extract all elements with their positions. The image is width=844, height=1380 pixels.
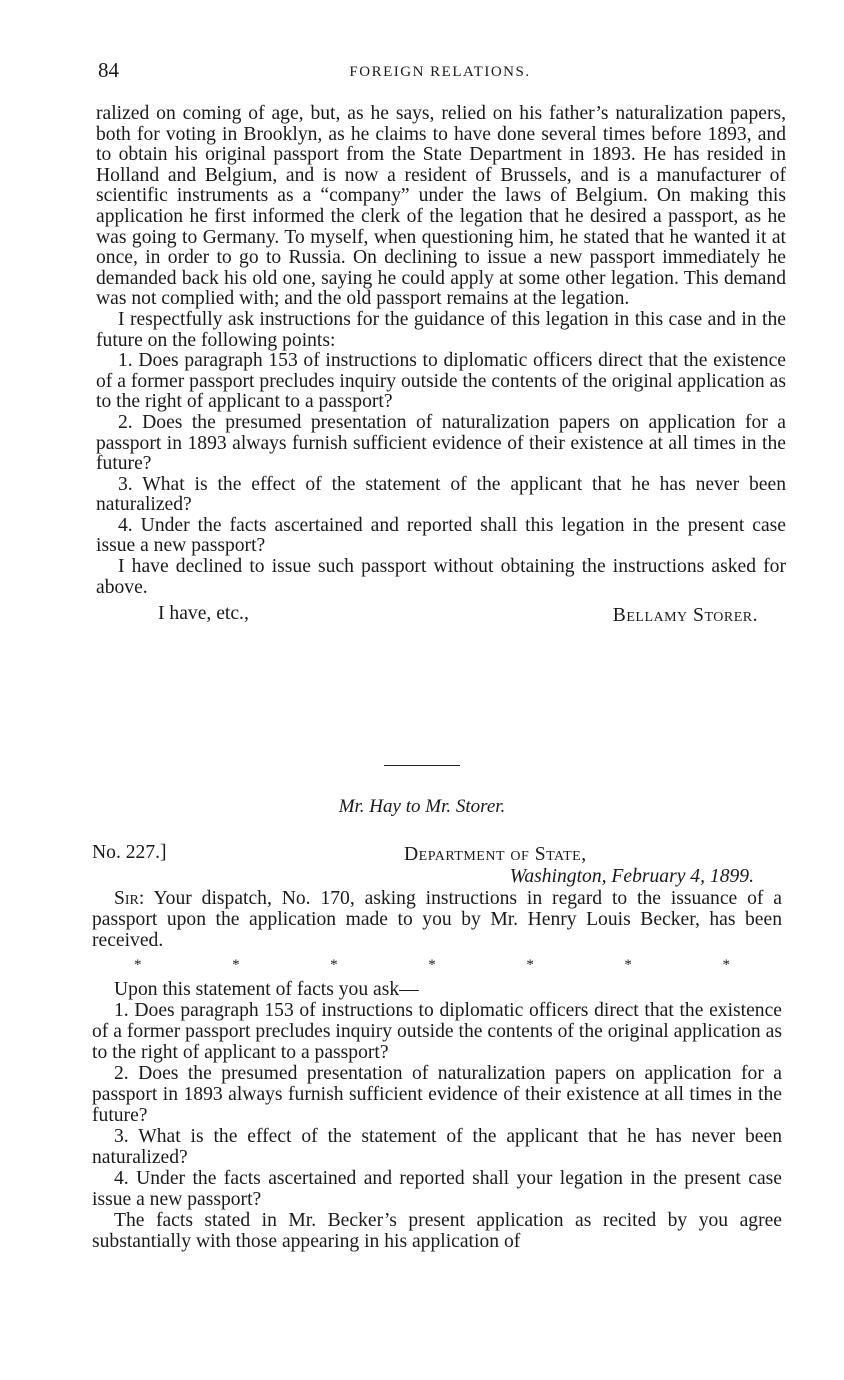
running-head: FOREIGN RELATIONS.: [349, 64, 531, 80]
question-1: 1. Does paragraph 153 of instructions to diplomatic officers direct that the existence of a former passport precludes inquiry outside the contents of the original application as to the right of applicant to a passport?: [96, 350, 786, 413]
asterisk: *: [232, 956, 240, 973]
section-title: Mr. Hay to Mr. Storer.: [338, 796, 506, 817]
question-2: 2. Does the presumed presentation of naturalization papers on application for a passport in 1893 always furnish sufficient evidence of their existence at all times in the future?: [96, 411, 786, 475]
asterisk: *: [624, 956, 632, 973]
page-header: [98, 58, 782, 88]
opening-paragraph: [92, 888, 782, 951]
asterisk: *: [722, 956, 730, 973]
document-number: No. 227.]: [92, 842, 167, 863]
asterisk: *: [428, 956, 436, 973]
question-4: 4. Under the facts ascertained and reported shall this legation in the present case issue a new passport?: [96, 514, 786, 557]
question-4: 4. Under the facts ascertained and reported shall your legation in the present case issue a new passport?: [92, 1168, 782, 1210]
asterisk: *: [134, 956, 142, 973]
dateline: Washington, February 4, 1899.: [509, 866, 754, 887]
paragraph-statement: Upon this statement of facts you ask—: [114, 979, 419, 1000]
paragraph-facts: The facts stated in Mr. Becker’s present application as recited by you agree substantially with those appearing in his application of: [92, 1210, 782, 1252]
question-1: 1. Does paragraph 153 of instructions to diplomatic officers direct that the existence of a former passport precludes inquiry outside the contents of the original application as to the right of applicant to a passport?: [92, 1000, 782, 1063]
page-number: 84: [98, 58, 119, 82]
paragraph-declined: I have declined to issue such passport without obtaining the instructions asked for above.: [96, 556, 786, 598]
letter-hay-body: [92, 888, 782, 1252]
question-2: 2. Does the presumed presentation of naturalization papers on application for a passport in 1893 always furnish sufficient evidence of their existence at all times in the future?: [92, 1063, 782, 1126]
letter-heading: [92, 838, 782, 890]
opening-text: Your dispatch, No. 170, asking instructions in regard to the issuance of a passport upon the application made to you by Mr. Henry Louis Becker, has been received.: [92, 888, 782, 951]
question-3: 3. What is the effect of the statement of the applicant that he has never been naturalized?: [96, 473, 786, 516]
sender-department: Department of State,: [404, 844, 587, 865]
letter-storer-body: [96, 104, 786, 630]
question-3: 3. What is the effect of the statement of the applicant that he has never been naturalized?: [92, 1126, 782, 1168]
asterisk: *: [330, 956, 338, 973]
signature: Bellamy Storer.: [612, 605, 758, 627]
salutation: Sir:: [114, 888, 145, 909]
section-divider: [384, 765, 460, 766]
closing-block: [96, 600, 786, 630]
asterisk: *: [526, 956, 534, 973]
paragraph-request: I respectfully ask instructions for the guidance of this legation in this case and in the future on the following points:: [96, 308, 786, 351]
closing-phrase: I have, etc.,: [158, 603, 249, 625]
paragraph-continuation: ralized on coming of age, but, as he says, relied on his father’s naturalization papers, both for voting in Brooklyn, as he claims to have done several times before 1893, and to obtain his original passport from the State Department in 1893. He has resided in Holland and Belgium, and is now a resident of Brussels, and is a manufacturer of scientific instruments as a “company” under the laws of Belgium. On making this application he first informed the clerk of the legation that he desired a passport, as he was going to Germany. To myself, when questioning him, he stated that he wanted it at once, in order to go to Russia. On declining to issue a new passport immediately he demanded back his old one, saying he could apply at some other legation. This demand was not complied with; and the old passport remains at the legation.: [96, 103, 786, 310]
ellipsis-asterisks: [92, 951, 782, 979]
